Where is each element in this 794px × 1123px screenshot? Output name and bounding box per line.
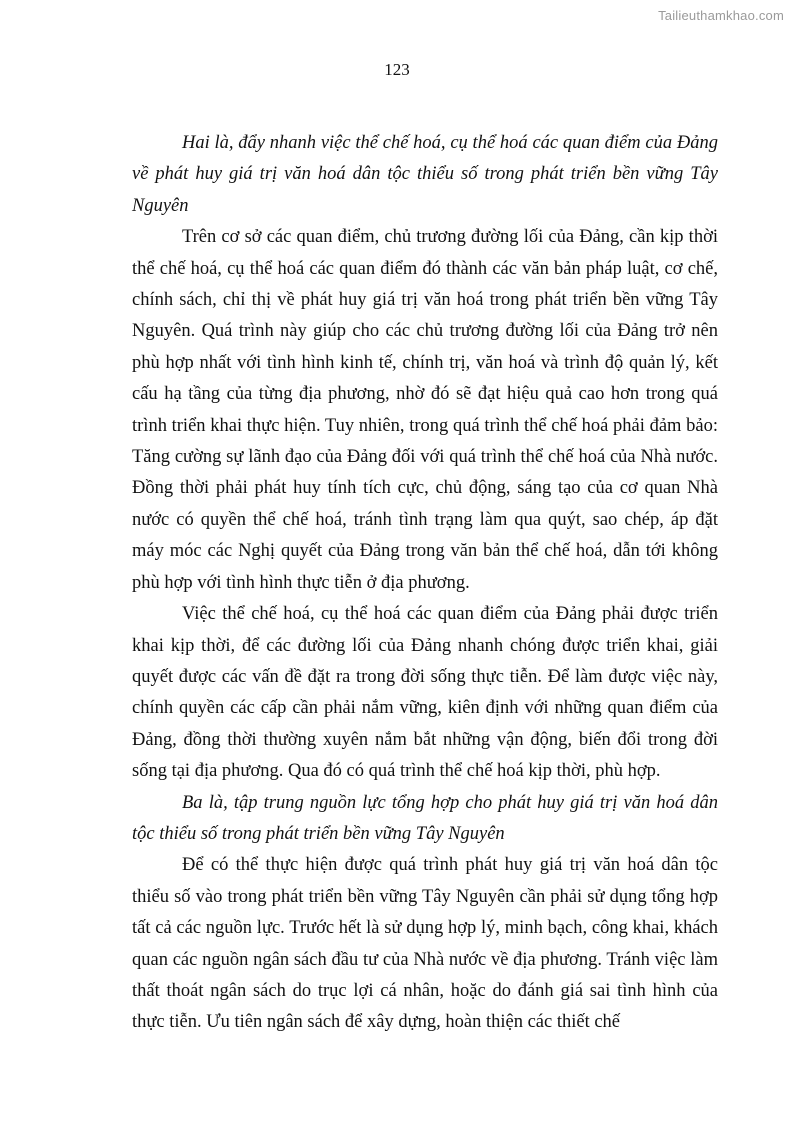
section-heading-hai-la: Hai là, đẩy nhanh việc thể chế hoá, cụ thể hoá các quan điểm của Đảng về phát huy giá trị văn hoá dân tộc thiểu số trong phát triển bền vững Tây Nguyên xyxy=(132,133,718,216)
body-paragraph: Để có thể thực hiện được quá trình phát huy giá trị văn hoá dân tộc thiểu số vào trong phát triển bền vững Tây Nguyên cần phải sử dụng tổng hợp tất cả các nguồn lực. Trước hết là sử dụng hợp lý, minh bạch, công khai, khách quan các nguồn ngân sách đầu tư của Nhà nước về địa phương. Tránh việc làm thất thoát ngân sách do trục lợi cá nhân, hoặc do đánh giá sai tình hình của thực tiễn. Ưu tiên ngân sách để xây dựng, hoàn thiện các thiết chế xyxy=(132,855,718,1033)
body-paragraph: Trên cơ sở các quan điểm, chủ trương đường lối của Đảng, cần kịp thời thể chế hoá, cụ thể hoá các quan điểm đó thành các văn bản pháp luật, cơ chế, chính sách, chỉ thị về phát huy giá trị văn hoá trong phát triển bền vững Tây Nguyên. Quá trình này giúp cho các chủ trương đường lối của Đảng trở nên phù hợp nhất với tình hình kinh tế, chính trị, văn hoá và trình độ quản lý, kết cấu hạ tầng của từng địa phương, nhờ đó sẽ đạt hiệu quả cao hơn trong quá trình triển khai thực hiện. Tuy nhiên, trong quá trình thể chế hoá phải đảm bảo: Tăng cường sự lãnh đạo của Đảng đối với quá trình thể chế hoá của Nhà nước. Đồng thời phải phát huy tính tích cực, chủ động, sáng tạo của cơ quan Nhà nước có quyền thể chế hoá, tránh tình trạng làm qua quýt, sao chép, áp đặt máy móc các Nghị quyết của Đảng trong văn bản thể chế hoá, dẫn tới không phù hợp với tình hình thực tiễn ở địa phương. xyxy=(132,227,718,593)
body-paragraph: Việc thể chế hoá, cụ thể hoá các quan điểm của Đảng phải được triển khai kịp thời, để các đường lối của Đảng nhanh chóng được triển khai, giải quyết được các vấn đề đặt ra trong đời sống thực tiễn. Để làm được việc này, chính quyền các cấp cần phải nắm vững, kiên định với những quan điểm của Đảng, đồng thời thường xuyên nắm bắt những vận động, biến đổi trong đời sống tại địa phương. Qua đó có quá trình thể chế hoá kịp thời, phù hợp. xyxy=(132,604,718,782)
section-heading-ba-la: Ba là, tập trung nguồn lực tổng hợp cho phát huy giá trị văn hoá dân tộc thiểu số trong phát triển bền vững Tây Nguyên xyxy=(132,792,718,844)
watermark-text: Tailieuthamkhao.com xyxy=(658,8,784,23)
page-number: 123 xyxy=(384,60,410,79)
document-body xyxy=(132,128,718,1039)
